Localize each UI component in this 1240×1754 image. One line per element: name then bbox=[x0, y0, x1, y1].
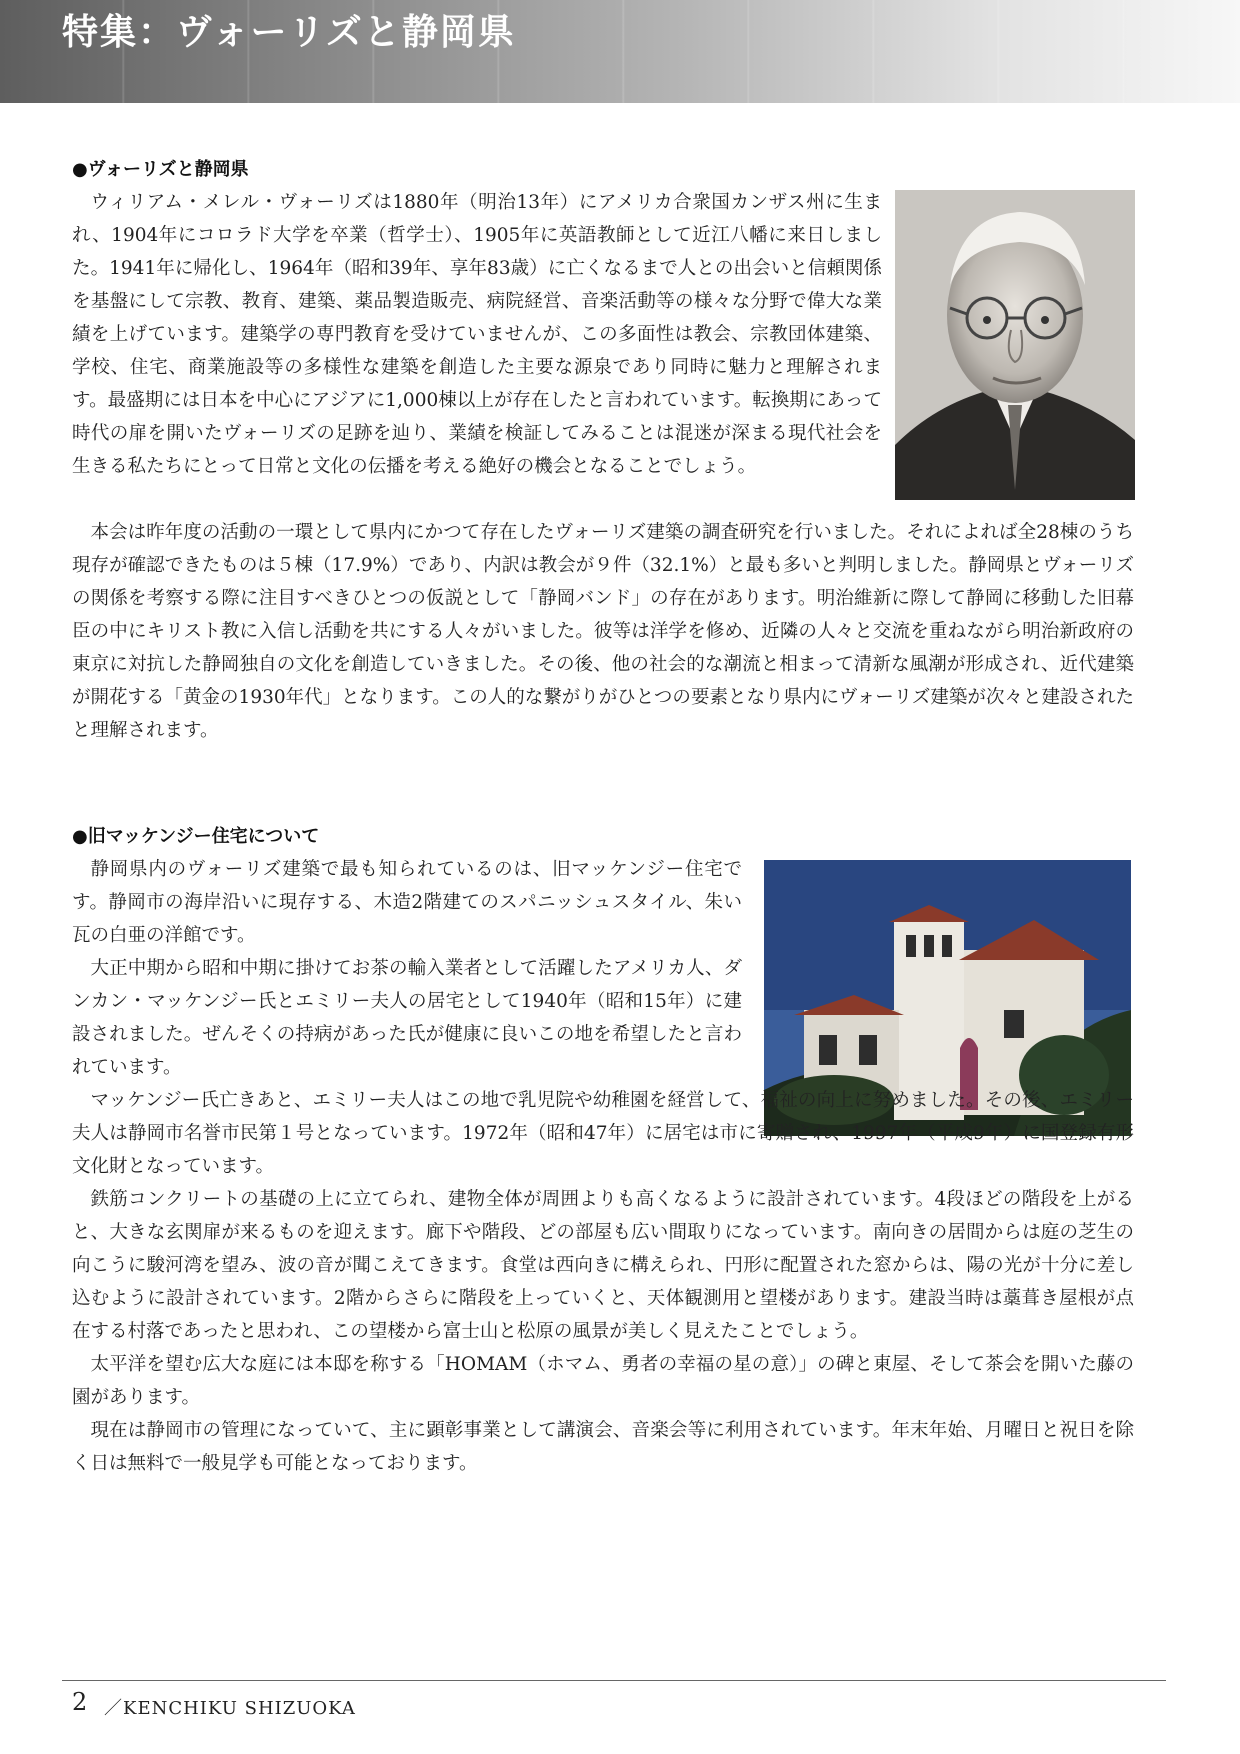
section2-paragraph-5: 太平洋を望む広大な庭には本邸を称する「HOMAM（ホマム、勇者の幸福の星の意）」の碑と東屋、そして茶会を開いた藤の園があります。 bbox=[72, 1354, 1134, 1408]
section1-text-top bbox=[72, 186, 882, 483]
section2-paragraph-2: 大正中期から昭和中期に掛けてお茶の輸入業者として活躍したアメリカ人、ダンカン・マッケンジー氏とエミリー夫人の居宅として1940年（昭和15年）に建設されました。ぜんそくの持病があった氏が健康に良いこの地を希望したと言われています。 bbox=[72, 958, 742, 1078]
section2-paragraph-3: マッケンジー氏亡きあと、エミリー夫人はこの地で乳児院や幼稚園を経営して、福祉の向上に努めました。その後、エミリー夫人は静岡市名誉市民第１号となっています。1972年（昭和47年）に居宅は市に寄贈され、1997年（平成9年）に国登録有形文化財となっています。 bbox=[72, 1090, 1134, 1177]
section2-text-bottom bbox=[72, 1084, 1134, 1480]
publication-name: ／KENCHIKU SHIZUOKA bbox=[104, 1698, 356, 1719]
portrait-illustration bbox=[895, 190, 1135, 500]
section2-text-top bbox=[72, 853, 742, 1084]
section1-text-bottom bbox=[72, 516, 1134, 747]
section1-paragraph-2: 本会は昨年度の活動の一環として県内にかつて存在したヴォーリズ建築の調査研究を行いました。それによれば全28棟のうち現存が確認できたものは５棟（17.9%）であり、内訳は教会が９件（32.1%）と最も多いと判明しました。静岡県とヴォーリズの関係を考察する際に注目すべきひとつの仮説として「静岡バンド」の存在があります。明治維新に際して静岡に移動した旧幕臣の中にキリスト教に入信し活動を共にする人々がいました。彼等は洋学を修め、近隣の人々と交流を重ねながら明治新政府の東京に対抗した静岡独自の文化を創造していきました。その後、他の社会的な潮流と相まって清新な風潮が形成され、近代建築が開花する「黄金の1930年代」となります。この人的な繋がりがひとつの要素となり県内にヴォーリズ建築が次々と建設されたと理解されます。 bbox=[72, 522, 1134, 741]
section-heading-mackenzie: ●旧マッケンジー住宅について bbox=[72, 826, 320, 847]
section2-paragraph-1: 静岡県内のヴォーリズ建築で最も知られているのは、旧マッケンジー住宅です。静岡市の海岸沿いに現存する、木造2階建てのスパニッシュスタイル、朱い瓦の白亜の洋館です。 bbox=[72, 859, 742, 946]
page-header bbox=[0, 0, 1240, 103]
page-title: 特集：ヴォーリズと静岡県 bbox=[62, 12, 516, 53]
section-heading-vories: ●ヴォーリズと静岡県 bbox=[72, 159, 249, 180]
vories-portrait-photo bbox=[895, 190, 1135, 500]
footer-divider bbox=[62, 1680, 1166, 1681]
page-number: 2 bbox=[72, 1688, 88, 1716]
section2-paragraph-6: 現在は静岡市の管理になっていて、主に顕彰事業として講演会、音楽会等に利用されています。年末年始、月曜日と祝日を除く日は無料で一般見学も可能となっております。 bbox=[72, 1420, 1134, 1474]
section2-paragraph-4: 鉄筋コンクリートの基礎の上に立てられ、建物全体が周囲よりも高くなるように設計されています。4段ほどの階段を上がると、大きな玄関扉が来るものを迎えます。廊下や階段、どの部屋も広い間取りになっています。南向きの居間からは庭の芝生の向こうに駿河湾を望み、波の音が聞こえてきます。食堂は西向きに構えられ、円形に配置された窓からは、陽の光が十分に差し込むように設計されています。2階からさらに階段を上っていくと、天体観測用と望楼があります。建設当時は藁葺き屋根が点在する村落であったと思われ、この望楼から富士山と松原の風景が美しく見えたことでしょう。 bbox=[72, 1189, 1134, 1342]
section1-paragraph-1: ウィリアム・メレル・ヴォーリズは1880年（明治13年）にアメリカ合衆国カンザス州に生まれ、1904年にコロラド大学を卒業（哲学士）、1905年に英語教師として近江八幡に来日しました。1941年に帰化し、1964年（昭和39年、享年83歳）に亡くなるまで人との出会いと信頼関係を基盤にして宗教、教育、建築、薬品製造販売、病院経営、音楽活動等の様々な分野で偉大な業績を上げています。建築学の専門教育を受けていませんが、この多面性は教会、宗教団体建築、学校、住宅、商業施設等の多様性な建築を創造した主要な源泉であり同時に魅力と理解されます。最盛期には日本を中心にアジアに1,000棟以上が存在したと言われています。転換期にあって時代の扉を開いたヴォーリズの足跡を辿り、業績を検証してみることは混迷が深まる現代社会を生きる私たちにとって日常と文化の伝播を考える絶好の機会となることでしょう。 bbox=[72, 192, 882, 477]
